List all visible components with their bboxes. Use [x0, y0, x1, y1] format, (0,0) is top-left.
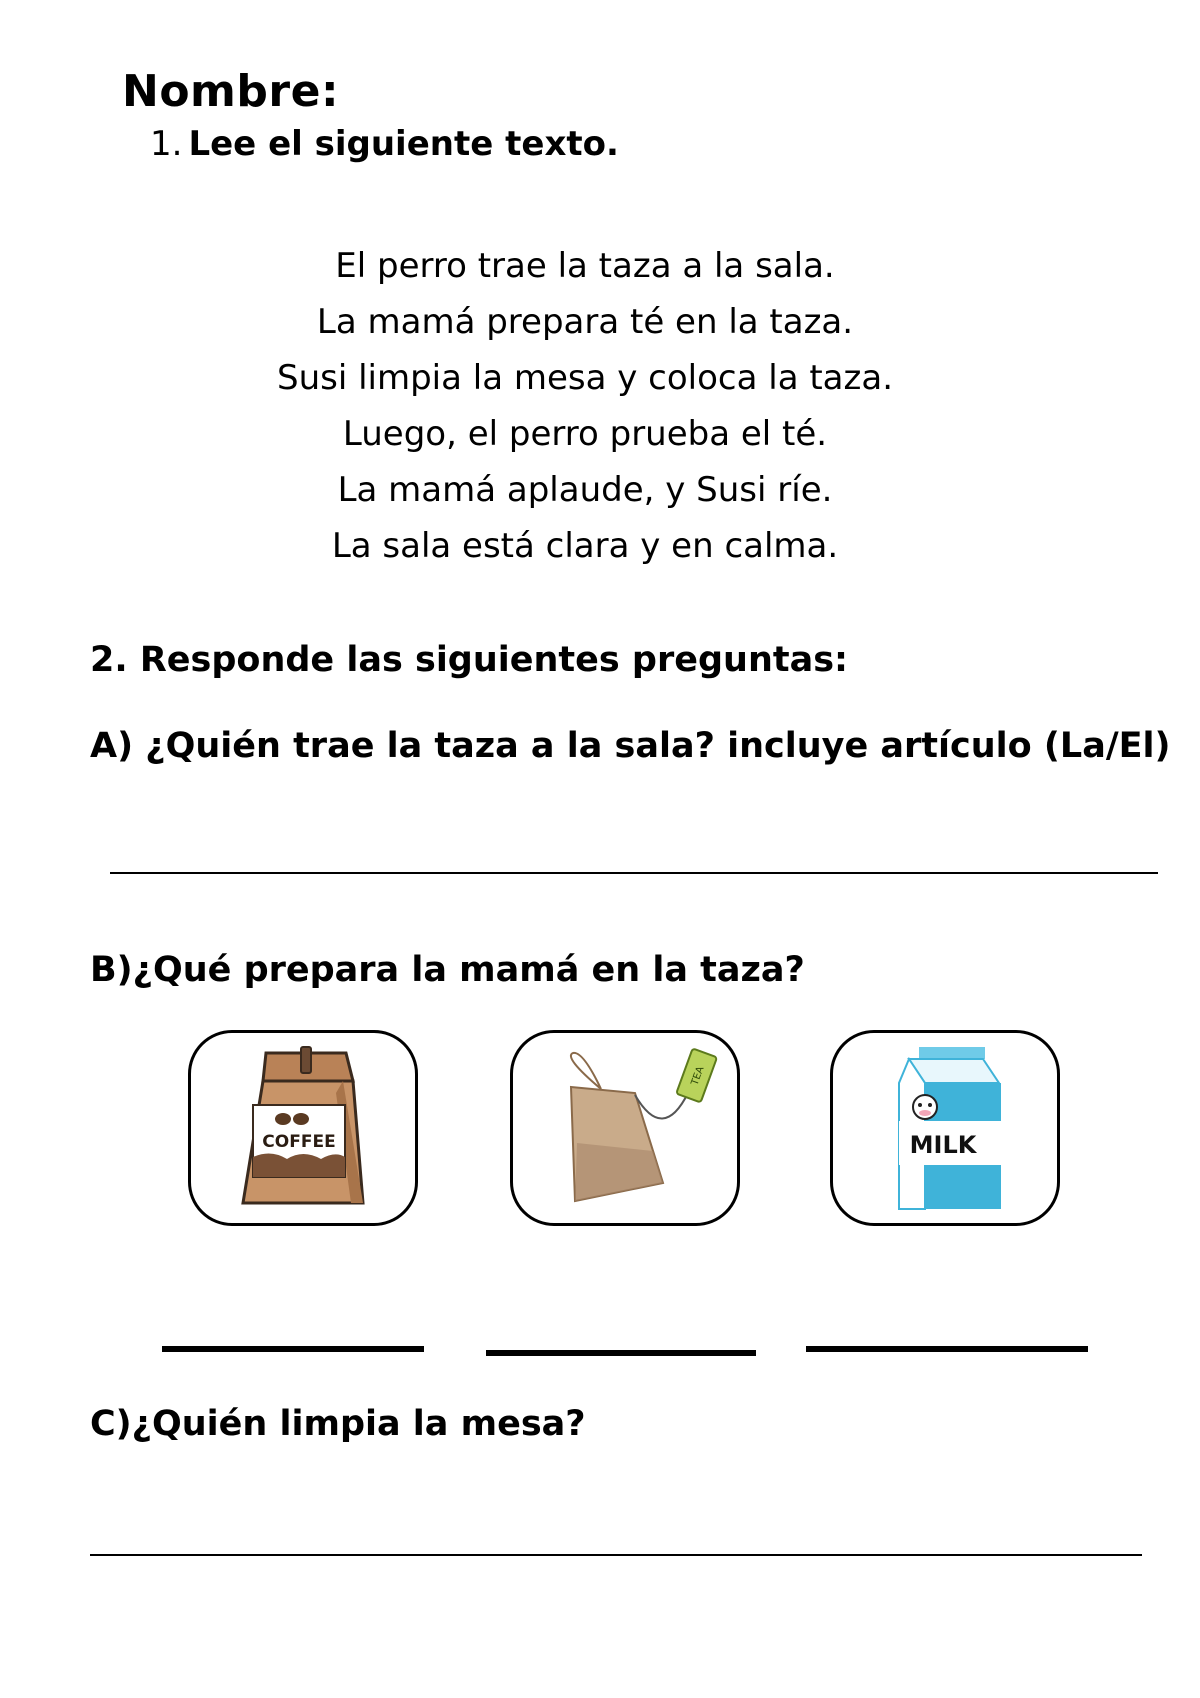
answer-line-c[interactable] [90, 1554, 1142, 1556]
milk-carton-icon [833, 1033, 1063, 1229]
section-2-heading: 2. Responde las siguientes preguntas: [90, 640, 849, 680]
answer-line-coffee[interactable] [162, 1346, 424, 1352]
option-card-milk[interactable] [830, 1030, 1060, 1226]
answer-line-a[interactable] [110, 872, 1158, 874]
option-card-coffee[interactable] [188, 1030, 418, 1226]
option-card-tea[interactable] [510, 1030, 740, 1226]
passage-line: La mamá prepara té en la taza. [316, 302, 854, 342]
name-label: Nombre: [122, 66, 340, 117]
step-1-instruction [150, 124, 619, 164]
milk-label: MILK [909, 1131, 977, 1159]
passage-line: El perro trae la taza a la sala. [335, 246, 835, 286]
coffee-bag-icon [191, 1033, 421, 1229]
question-b: B)¿Qué prepara la mamá en la taza? [90, 950, 805, 990]
passage-line: Susi limpia la mesa y coloca la taza. [276, 358, 894, 398]
passage-line: La mamá aplaude, y Susi ríe. [337, 470, 833, 510]
answer-line-milk[interactable] [806, 1346, 1088, 1352]
tea-bag-icon [513, 1033, 743, 1229]
coffee-label: COFFEE [262, 1132, 336, 1152]
reading-passage [0, 238, 1170, 574]
question-a: A) ¿Quién trae la taza a la sala? incluye artículo (La/El) [90, 726, 1171, 766]
tea-tag-label: TEA [689, 1065, 707, 1087]
step-1-text: Lee el siguiente texto. [188, 124, 619, 164]
passage-line: La sala está clara y en calma. [331, 526, 839, 566]
answer-line-tea[interactable] [486, 1350, 756, 1356]
question-c: C)¿Quién limpia la mesa? [90, 1404, 586, 1444]
passage-line: Luego, el perro prueba el té. [342, 414, 828, 454]
step-1-number: 1. [150, 124, 183, 164]
